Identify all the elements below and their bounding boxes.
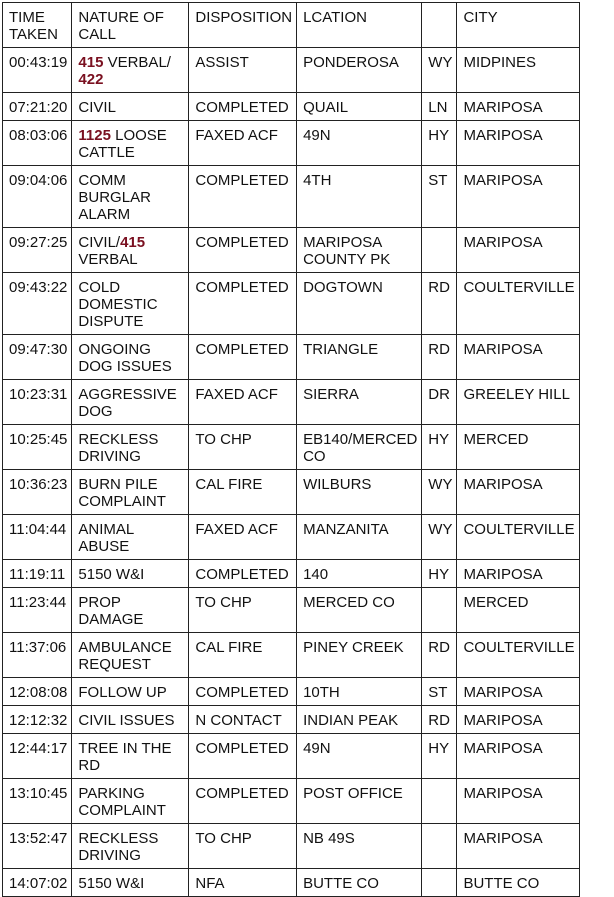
table-row xyxy=(3,228,580,273)
street-suffix-cell: RD xyxy=(422,273,457,335)
table-row xyxy=(3,93,580,121)
location-cell: PONDEROSA xyxy=(297,48,422,93)
location-cell: TRIANGLE xyxy=(297,335,422,380)
disposition-cell: FAXED ACF xyxy=(189,380,297,425)
table-row xyxy=(3,425,580,470)
header-time-taken: TIME TAKEN xyxy=(3,3,72,48)
time-cell: 10:36:23 xyxy=(3,470,72,515)
table-row xyxy=(3,335,580,380)
street-suffix-cell xyxy=(422,588,457,633)
disposition-cell: COMPLETED xyxy=(189,560,297,588)
location-cell: PINEY CREEK xyxy=(297,633,422,678)
location-cell: INDIAN PEAK xyxy=(297,706,422,734)
nature-text: VERBAL xyxy=(78,251,138,268)
street-suffix-cell xyxy=(422,824,457,869)
nature-cell xyxy=(72,824,189,869)
nature-text: 5150 W&I xyxy=(78,875,145,892)
city-cell: MARIPOSA xyxy=(457,734,579,779)
nature-text: COMM BURGLAR ALARM xyxy=(78,172,151,223)
city-cell: MIDPINES xyxy=(457,48,579,93)
disposition-cell: TO CHP xyxy=(189,824,297,869)
call-code: 415 xyxy=(120,234,146,251)
nature-cell xyxy=(72,515,189,560)
nature-text: CIVIL xyxy=(78,99,116,116)
time-cell: 09:47:30 xyxy=(3,335,72,380)
location-cell: NB 49S xyxy=(297,824,422,869)
street-suffix-cell: HY xyxy=(422,121,457,166)
table-row xyxy=(3,706,580,734)
table-row xyxy=(3,470,580,515)
time-cell: 13:52:47 xyxy=(3,824,72,869)
street-suffix-cell: HY xyxy=(422,560,457,588)
disposition-cell: COMPLETED xyxy=(189,678,297,706)
table-row xyxy=(3,273,580,335)
call-log-body xyxy=(3,48,580,897)
nature-cell xyxy=(72,633,189,678)
disposition-cell: COMPLETED xyxy=(189,734,297,779)
street-suffix-cell: HY xyxy=(422,425,457,470)
disposition-cell: NFA xyxy=(189,869,297,897)
nature-cell xyxy=(72,48,189,93)
disposition-cell: COMPLETED xyxy=(189,228,297,273)
nature-text: LOOSE CATTLE xyxy=(78,127,167,161)
nature-cell xyxy=(72,335,189,380)
nature-cell xyxy=(72,869,189,897)
table-row xyxy=(3,380,580,425)
nature-cell xyxy=(72,273,189,335)
nature-text: CIVIL ISSUES xyxy=(78,712,175,729)
street-suffix-cell: DR xyxy=(422,380,457,425)
nature-text: PARKING COMPLAINT xyxy=(78,785,166,819)
call-code: 1125 xyxy=(78,127,111,144)
street-suffix-cell: ST xyxy=(422,166,457,228)
city-cell: COULTERVILLE xyxy=(457,515,579,560)
nature-text: VERBAL/ xyxy=(103,54,171,71)
header-city: CITY xyxy=(457,3,579,48)
table-row xyxy=(3,48,580,93)
time-cell: 09:43:22 xyxy=(3,273,72,335)
location-cell: DOGTOWN xyxy=(297,273,422,335)
nature-text: BURN PILE COMPLAINT xyxy=(78,476,166,510)
time-cell: 00:43:19 xyxy=(3,48,72,93)
city-cell: MARIPOSA xyxy=(457,779,579,824)
city-cell: MERCED xyxy=(457,425,579,470)
header-nature-of-call: NATURE OF CALL xyxy=(72,3,189,48)
city-cell: MERCED xyxy=(457,588,579,633)
header-street-suffix xyxy=(422,3,457,48)
disposition-cell: COMPLETED xyxy=(189,166,297,228)
nature-cell xyxy=(72,470,189,515)
table-row xyxy=(3,734,580,779)
location-cell: 49N xyxy=(297,734,422,779)
header-location: LCATION xyxy=(297,3,422,48)
location-cell: POST OFFICE xyxy=(297,779,422,824)
city-cell: MARIPOSA xyxy=(457,121,579,166)
header-disposition: DISPOSITION xyxy=(189,3,297,48)
location-cell: 10TH xyxy=(297,678,422,706)
location-cell: MANZANITA xyxy=(297,515,422,560)
nature-text: RECKLESS DRIVING xyxy=(78,830,159,864)
city-cell: BUTTE CO xyxy=(457,869,579,897)
street-suffix-cell: WY xyxy=(422,48,457,93)
time-cell: 11:23:44 xyxy=(3,588,72,633)
table-row xyxy=(3,824,580,869)
table-row xyxy=(3,678,580,706)
street-suffix-cell: HY xyxy=(422,734,457,779)
disposition-cell: N CONTACT xyxy=(189,706,297,734)
nature-text: AMBULANCE REQUEST xyxy=(78,639,172,673)
table-row xyxy=(3,588,580,633)
nature-text: AGGRESSIVE DOG xyxy=(78,386,177,420)
city-cell: MARIPOSA xyxy=(457,470,579,515)
time-cell: 10:23:31 xyxy=(3,380,72,425)
time-cell: 14:07:02 xyxy=(3,869,72,897)
street-suffix-cell: RD xyxy=(422,335,457,380)
city-cell: MARIPOSA xyxy=(457,678,579,706)
nature-text: ONGOING DOG ISSUES xyxy=(78,341,172,375)
disposition-cell: COMPLETED xyxy=(189,779,297,824)
table-row xyxy=(3,560,580,588)
street-suffix-cell: ST xyxy=(422,678,457,706)
disposition-cell: ASSIST xyxy=(189,48,297,93)
time-cell: 13:10:45 xyxy=(3,779,72,824)
street-suffix-cell: RD xyxy=(422,706,457,734)
location-cell: 140 xyxy=(297,560,422,588)
time-cell: 12:12:32 xyxy=(3,706,72,734)
nature-cell xyxy=(72,228,189,273)
nature-cell xyxy=(72,425,189,470)
time-cell: 09:04:06 xyxy=(3,166,72,228)
call-code: 415 xyxy=(78,54,104,71)
table-row xyxy=(3,869,580,897)
location-cell: MARIPOSA COUNTY PK xyxy=(297,228,422,273)
nature-cell xyxy=(72,779,189,824)
disposition-cell: FAXED ACF xyxy=(189,121,297,166)
location-cell: EB140/MERCED CO xyxy=(297,425,422,470)
time-cell: 11:04:44 xyxy=(3,515,72,560)
city-cell: MARIPOSA xyxy=(457,706,579,734)
street-suffix-cell xyxy=(422,869,457,897)
city-cell: MARIPOSA xyxy=(457,166,579,228)
nature-cell xyxy=(72,734,189,779)
location-cell: MERCED CO xyxy=(297,588,422,633)
location-cell: 4TH xyxy=(297,166,422,228)
disposition-cell: COMPLETED xyxy=(189,273,297,335)
call-log-table xyxy=(2,2,580,897)
table-row xyxy=(3,779,580,824)
disposition-cell: CAL FIRE xyxy=(189,470,297,515)
nature-cell xyxy=(72,706,189,734)
disposition-cell: COMPLETED xyxy=(189,93,297,121)
time-cell: 10:25:45 xyxy=(3,425,72,470)
city-cell: MARIPOSA xyxy=(457,228,579,273)
disposition-cell: CAL FIRE xyxy=(189,633,297,678)
time-cell: 08:03:06 xyxy=(3,121,72,166)
city-cell: MARIPOSA xyxy=(457,93,579,121)
street-suffix-cell: WY xyxy=(422,515,457,560)
nature-text: RECKLESS DRIVING xyxy=(78,431,159,465)
table-row xyxy=(3,515,580,560)
city-cell: MARIPOSA xyxy=(457,560,579,588)
time-cell: 12:08:08 xyxy=(3,678,72,706)
nature-cell xyxy=(72,166,189,228)
city-cell: COULTERVILLE xyxy=(457,273,579,335)
time-cell: 11:37:06 xyxy=(3,633,72,678)
nature-cell xyxy=(72,560,189,588)
nature-cell xyxy=(72,588,189,633)
street-suffix-cell xyxy=(422,779,457,824)
nature-cell xyxy=(72,380,189,425)
nature-text: PROP DAMAGE xyxy=(78,594,144,628)
location-cell: 49N xyxy=(297,121,422,166)
street-suffix-cell xyxy=(422,228,457,273)
disposition-cell: TO CHP xyxy=(189,588,297,633)
city-cell: COULTERVILLE xyxy=(457,633,579,678)
location-cell: WILBURS xyxy=(297,470,422,515)
location-cell: BUTTE CO xyxy=(297,869,422,897)
nature-text: FOLLOW UP xyxy=(78,684,167,701)
nature-text: CIVIL/ xyxy=(78,234,121,251)
city-cell: GREELEY HILL xyxy=(457,380,579,425)
header-row xyxy=(3,3,580,48)
nature-text: 5150 W&I xyxy=(78,566,145,583)
city-cell: MARIPOSA xyxy=(457,335,579,380)
disposition-cell: FAXED ACF xyxy=(189,515,297,560)
disposition-cell: COMPLETED xyxy=(189,335,297,380)
table-row xyxy=(3,633,580,678)
city-cell: MARIPOSA xyxy=(457,824,579,869)
location-cell: SIERRA xyxy=(297,380,422,425)
location-cell: QUAIL xyxy=(297,93,422,121)
disposition-cell: TO CHP xyxy=(189,425,297,470)
nature-cell xyxy=(72,121,189,166)
table-row xyxy=(3,121,580,166)
time-cell: 11:19:11 xyxy=(3,560,72,588)
nature-cell xyxy=(72,93,189,121)
time-cell: 09:27:25 xyxy=(3,228,72,273)
nature-cell xyxy=(72,678,189,706)
nature-text: TREE IN THE RD xyxy=(78,740,172,774)
time-cell: 12:44:17 xyxy=(3,734,72,779)
table-row xyxy=(3,166,580,228)
street-suffix-cell: LN xyxy=(422,93,457,121)
time-cell: 07:21:20 xyxy=(3,93,72,121)
street-suffix-cell: WY xyxy=(422,470,457,515)
nature-text: COLD DOMESTIC DISPUTE xyxy=(78,279,158,330)
call-code: 422 xyxy=(78,71,104,88)
nature-text: ANIMAL ABUSE xyxy=(78,521,134,555)
street-suffix-cell: RD xyxy=(422,633,457,678)
